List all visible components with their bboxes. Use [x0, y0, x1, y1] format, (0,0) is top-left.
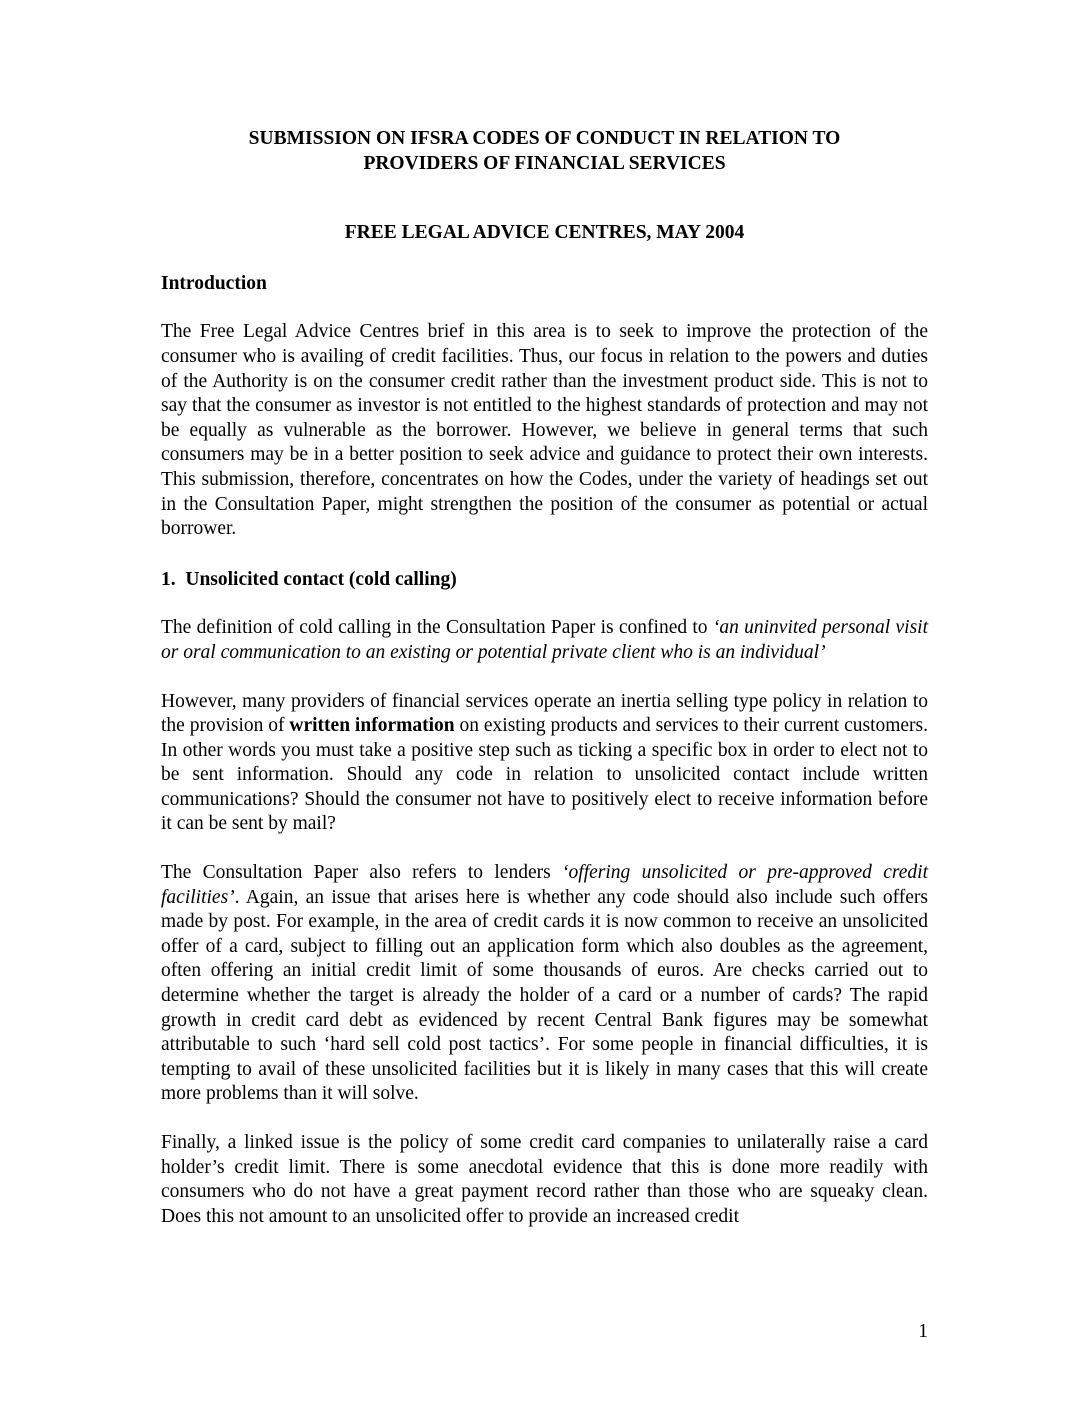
intro-heading: Introduction [161, 272, 267, 294]
text-run-normal: The definition of cold calling in the Consultation Paper is confined to [161, 617, 713, 639]
text-run-normal: The Consultation Paper also refers to lenders [161, 862, 563, 884]
text-run-italic: ‘an uninvited personal visit or oral communication to an existing or potential private client who is an individual’ [161, 617, 928, 663]
section1-heading: 1. Unsolicited contact (cold calling) [161, 568, 457, 590]
paragraph-preapproved-credit [161, 861, 928, 1107]
text-run-normal: on existing products and services to their current customers. In other words you must take a positive step such as ticking a specific box in order to elect not to be sent information. Should any code in relation to unsolicited contact include written communications? Should the consumer not have to positively elect to receive information before it can be sent by mail? [161, 715, 929, 835]
paragraph-introduction: The Free Legal Advice Centres brief in this area is to seek to improve the protection of the consumer who is availing of credit facilities. Thus, our focus in relation to the powers and duties of the Authority is on the consumer credit rather than the investment product side. This is not to say that the consumer as investor is not entitled to the highest standards of protection and may not be equally as vulnerable as the borrower. However, we believe in general terms that such consumers may be in a better position to seek advice and guidance to protect their own interests. This submission, therefore, concentrates on how the Codes, under the variety of headings set out in the Consultation Paper, might strengthen the position of the consumer as potential or actual borrower. [161, 321, 928, 540]
document-title-line2: PROVIDERS OF FINANCIAL SERVICES [363, 152, 726, 174]
document-title-line1: SUBMISSION ON IFSRA CODES OF CONDUCT IN RELATION TO [248, 128, 841, 149]
text-run-bold: written information [289, 715, 455, 737]
text-run-normal: . Again, an issue that arises here is whether any code should also include such offers made by post. For example, in the area of credit cards it is now common to receive an unsolicited offer of a card, subject to filling out an application form which also doubles as the agreement, often offering an initial credit limit of some thousands of euros. Are checks carried out to determine whether the target is already the holder of a card or a number of cards? The rapid growth in credit card debt as evidenced by recent Central Bank figures may be somewhat attributable to such ‘hard sell cold post tactics’. For some people in financial difficulties, it is tempting to avail of these unsolicited facilities but it is likely in many cases that this will create more problems than it will solve. [161, 886, 928, 1105]
paragraph-credit-limit: Finally, a linked issue is the policy of some credit card companies to unilaterally raise a card holder’s credit limit. There is some anecdotal evidence that this is done more readily with consumers who do not have a great payment record rather than those who are squeaky clean. Does this not amount to an unsolicited offer to provide an increased credit [161, 1132, 928, 1227]
text-run-italic: ‘offering unsolicited or pre-approved credit facilities’ [161, 862, 928, 908]
document-title [161, 127, 928, 176]
paragraph-cold-calling-definition [161, 616, 928, 665]
document-subtitle: FREE LEGAL ADVICE CENTRES, MAY 2004 [344, 222, 745, 244]
page-number: 1 [918, 1321, 928, 1342]
text-run-normal: However, many providers of financial services operate an inertia selling type policy in relation to the provision of [161, 690, 928, 737]
paragraph-inertia-selling [161, 690, 928, 838]
